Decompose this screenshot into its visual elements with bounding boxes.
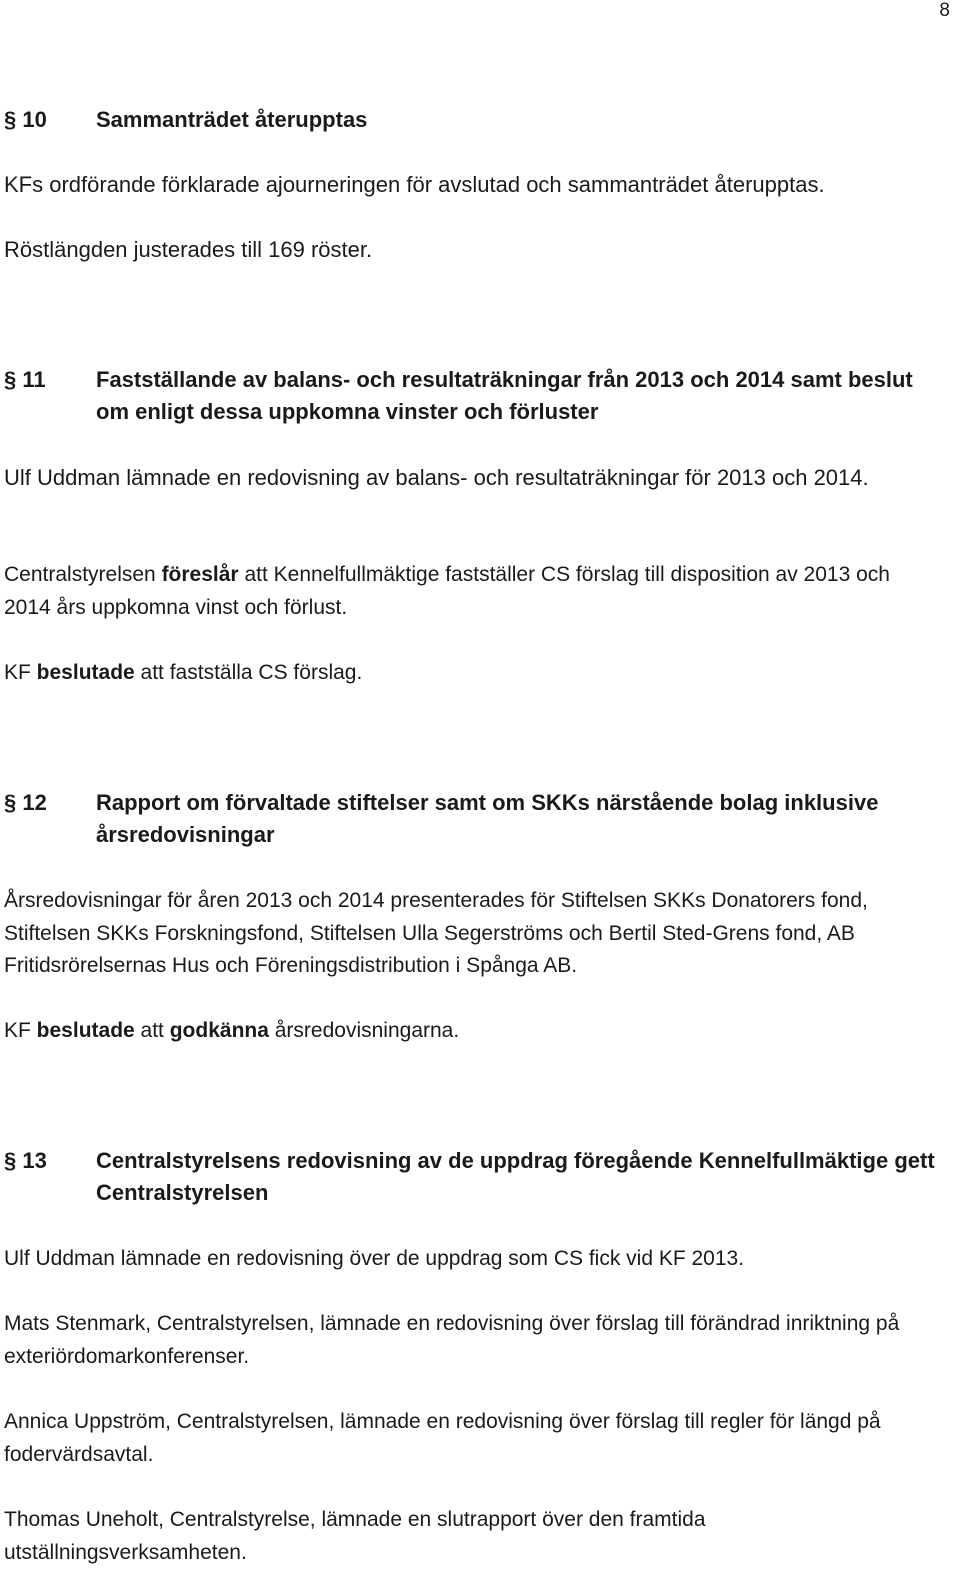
page-number: 8	[939, 0, 950, 21]
section-number: § 12	[4, 790, 47, 815]
paragraph: Ulf Uddman lämnade en redovisning över de uppdrag som CS fick vid KF 2013.	[4, 1247, 745, 1270]
section-title: Rapport om förvaltade stiftelser samt om SKKs närstående bolag inklusive årsredovisningar	[96, 790, 879, 847]
decision-paragraph	[4, 1015, 939, 1048]
paragraph: Ulf Uddman lämnade en redovisning av balans- och resultaträkningar för 2013 och 2014.	[4, 465, 869, 490]
paragraph: Annica Uppström, Centralstyrelsen, lämnade en redovisning över förslag till regler för längd på fodervärdsavtal.	[4, 1410, 881, 1466]
text-run: KF	[4, 1019, 37, 1042]
text-run: att	[134, 1019, 170, 1042]
section-number: § 11	[4, 367, 46, 392]
paragraph: Mats Stenmark, Centralstyrelsen, lämnade en redovisning över förslag till förändrad inriktning på exteriördomarkonferenser.	[4, 1312, 900, 1368]
section-title: Sammanträdet återupptas	[96, 107, 368, 132]
section-title: Centralstyrelsens redovisning av de uppdrag föregående Kennelfullmäktige gett Centralstyrelsen	[96, 1148, 935, 1205]
text-run: att fastställa CS förslag.	[134, 661, 363, 684]
paragraph: Röstlängden justerades till 169 röster.	[4, 237, 373, 262]
section-13-heading	[4, 1145, 939, 1209]
bold-text-run: beslutade	[36, 661, 135, 684]
paragraph: KFs ordförande förklarade ajourneringen för avslutad och sammanträdet återupptas.	[4, 172, 825, 197]
paragraph: Årsredovisningar för åren 2013 och 2014 presenterades för Stiftelsen SKKs Donatorers fond, Stiftelsen SKKs Forskningsfond, Stiftelsen Ulla Segerströms och Bertil Sted-Grens fond, AB Fritidsrörelsernas Hus och Föreningsdistribution i Spånga AB.	[4, 889, 868, 977]
text-run: att Kennelfullmäktige fastställer CS förslag till disposition av 2013 och 2014 års uppkomna vinst och förlust.	[4, 563, 890, 619]
section-10-heading	[4, 104, 939, 136]
section-number: § 10	[4, 107, 47, 132]
bold-text-run: föreslår	[161, 563, 239, 586]
text-run: KF	[4, 661, 37, 684]
section-12-heading	[4, 787, 939, 851]
text-run: årsredovisningarna.	[268, 1019, 460, 1042]
section-number: § 13	[4, 1148, 47, 1173]
decision-paragraph	[4, 657, 939, 690]
section-11-heading	[4, 364, 939, 428]
section-title: Fastställande av balans- och resultaträkningar från 2013 och 2014 samt beslut om enligt dessa uppkomna vinster och förluster	[96, 367, 913, 424]
proposal-paragraph	[4, 559, 939, 624]
bold-text-run: beslutade	[36, 1019, 135, 1042]
paragraph: Thomas Uneholt, Centralstyrelse, lämnade en slutrapport över den framtida utställningsverksamheten.	[4, 1508, 706, 1564]
text-run: Centralstyrelsen	[4, 563, 162, 586]
bold-text-run: godkänna	[169, 1019, 269, 1042]
